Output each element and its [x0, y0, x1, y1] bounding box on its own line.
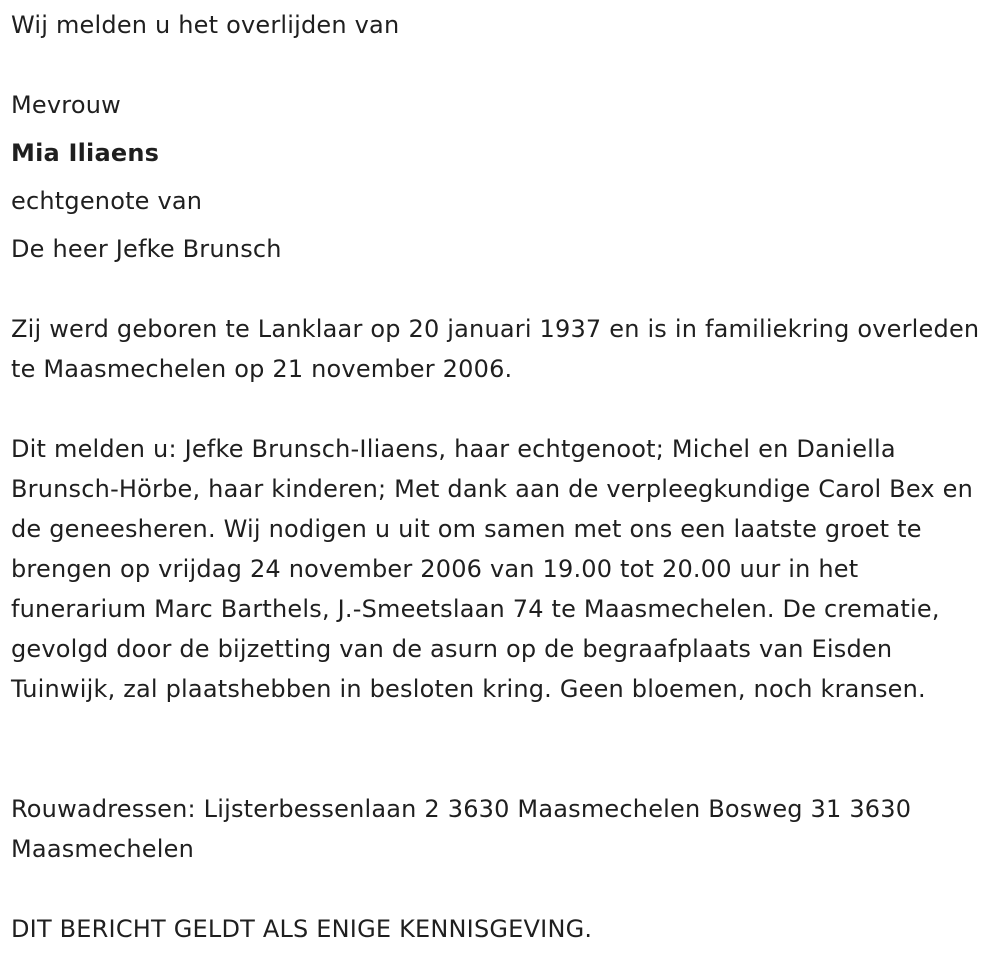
addresses-paragraph: Rouwadressen: Lijsterbessenlaan 2 3630 Maasmechelen Bosweg 31 3630 Maasmechelen	[11, 795, 912, 863]
salutation: Mevrouw	[11, 91, 121, 119]
birth-death-paragraph: Zij werd geboren te Lanklaar op 20 januari 1937 en is in familiekring overleden te Maasmechelen op 21 november 2006.	[11, 315, 980, 383]
details-paragraph: Dit melden u: Jefke Brunsch-Iliaens, haar echtgenoot; Michel en Daniella Brunsch-Hörbe, haar kinderen; Met dank aan de verpleegkundige Carol Bex en de geneesheren. Wij nodigen u uit om samen met ons een laatste groet te brengen op vrijdag 24 november 2006 van 19.00 tot 20.00 uur in het funerarium Marc Barthels, J.-Smeetslaan 74 te Maasmechelen. De crematie, gevolgd door de bijzetting van de asurn op de begraafplaats van Eisden Tuinwijk, zal plaatshebben in besloten kring. Geen bloemen, noch kransen.	[11, 435, 974, 703]
intro-line: Wij melden u het overlijden van	[11, 11, 400, 39]
relation-line: echtgenote van	[11, 187, 203, 215]
closing-notice: DIT BERICHT GELDT ALS ENIGE KENNISGEVING.	[11, 915, 593, 943]
spouse-name: De heer Jefke Brunsch	[11, 235, 282, 263]
deceased-name: Mia Iliaens	[11, 139, 160, 167]
